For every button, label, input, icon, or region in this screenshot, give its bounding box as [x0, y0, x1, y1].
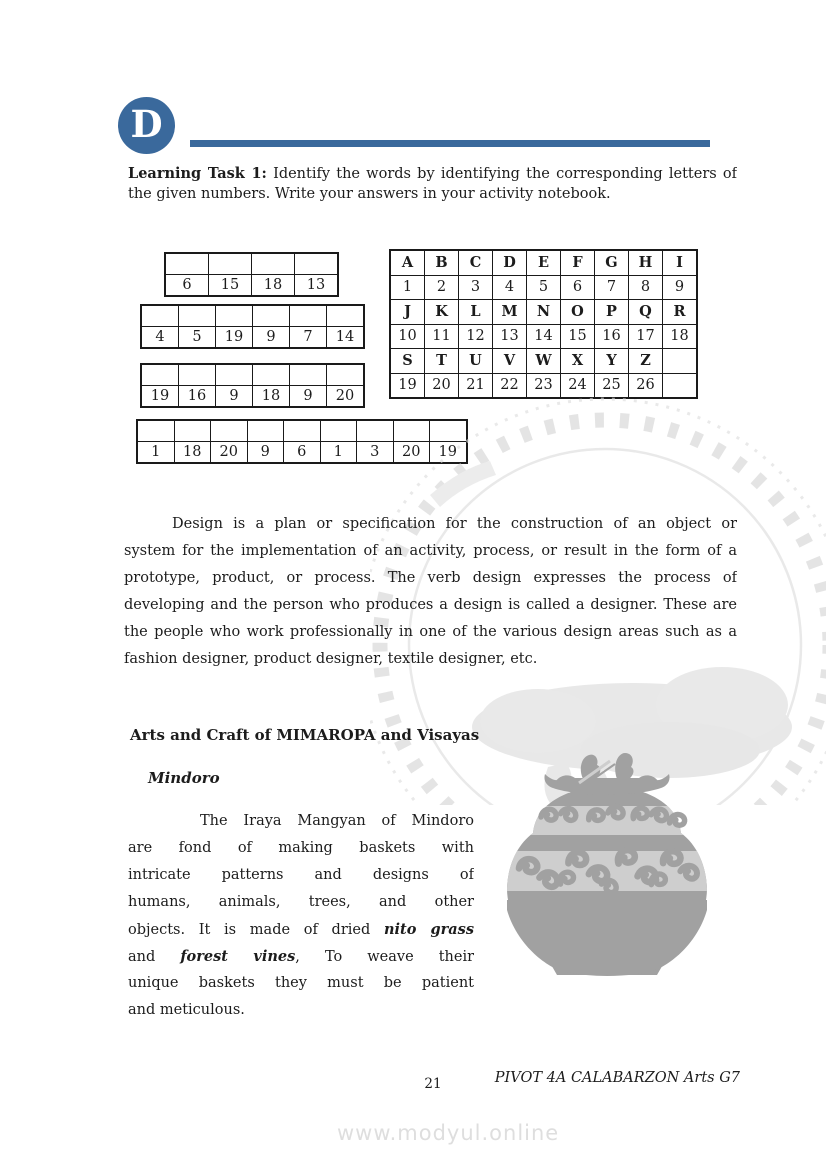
- paragraph-line: fashion designer, product designer, textile designer, etc.: [124, 651, 538, 667]
- alphabet-number-cell: 24: [561, 373, 595, 398]
- alphabet-number-cell: 3: [459, 275, 493, 300]
- alphabet-number-cell: 26: [629, 373, 663, 398]
- answer-cell: [165, 253, 209, 275]
- alphabet-number-cell: 19: [390, 373, 425, 398]
- paragraph-line: [128, 943, 474, 970]
- line-text: and meticulous.: [128, 1002, 245, 1018]
- section-heading: Arts and Craft of MIMAROPA and Visayas: [130, 726, 480, 744]
- task-text: Identify the words by identifying the corresponding letters of: [266, 166, 737, 182]
- paragraph-line: [128, 808, 474, 835]
- section-d-letter: D: [130, 102, 163, 146]
- alphabet-number-cell: 10: [390, 324, 425, 349]
- number-cell: 7: [290, 327, 327, 349]
- task-label: Learning Task 1:: [128, 165, 267, 182]
- answer-cell: [295, 253, 339, 275]
- alphabet-number-cell: 12: [459, 324, 493, 349]
- letter-cell: X: [561, 349, 595, 374]
- letter-cell: I: [663, 250, 698, 275]
- answer-cell: [290, 305, 327, 327]
- letter-cell: B: [425, 250, 459, 275]
- letter-cell: W: [527, 349, 561, 374]
- answer-cell: [320, 420, 357, 442]
- paragraph-line: [128, 889, 474, 916]
- alphabet-number-cell: 9: [663, 275, 698, 300]
- line-text: intricate patterns and designs of: [128, 867, 474, 883]
- letter-cell: P: [595, 300, 629, 325]
- alphabet-number-cell: 5: [527, 275, 561, 300]
- letter-cell: G: [595, 250, 629, 275]
- line-text: humans, animals, trees, and other: [128, 894, 474, 910]
- number-cell: 19: [216, 327, 253, 349]
- number-cell: 15: [209, 275, 252, 297]
- line-text: are fond of making baskets with: [128, 840, 474, 856]
- paragraph-line: [128, 862, 474, 889]
- footer-page-number: 21: [424, 1076, 442, 1092]
- paragraph-line: the people who work professionally in one of the various design areas such as a: [124, 624, 737, 640]
- alphabet-number-cell: 18: [663, 324, 698, 349]
- design-paragraph: [124, 511, 737, 673]
- alphabet-number-cell: 16: [595, 324, 629, 349]
- alphabet-number-cell: 6: [561, 275, 595, 300]
- section-d-badge: [118, 97, 175, 154]
- emphasized-term: nito grass: [383, 921, 474, 938]
- line-text: objects. It is made of dried: [128, 922, 384, 938]
- paragraph-line: prototype, product, or process. The verb design expresses the process of: [124, 570, 737, 586]
- number-cell: 14: [327, 327, 365, 349]
- letter-cell: U: [459, 349, 493, 374]
- paragraph-line: Design is a plan or specification for the construction of an object or: [172, 516, 737, 532]
- letter-cell: O: [561, 300, 595, 325]
- letter-cell: F: [561, 250, 595, 275]
- letter-cell: S: [390, 349, 425, 374]
- alphabet-number-cell: 2: [425, 275, 459, 300]
- letter-cell: N: [527, 300, 561, 325]
- number-cell: 19: [141, 386, 179, 408]
- number-cell: 6: [284, 442, 321, 464]
- answer-cell: [174, 420, 211, 442]
- letter-cell: M: [493, 300, 527, 325]
- paragraph-line: [128, 835, 474, 862]
- alphabet-number-cell: 23: [527, 373, 561, 398]
- answer-cell: [252, 253, 295, 275]
- number-cell: 9: [290, 386, 327, 408]
- task-paragraph: [128, 163, 737, 205]
- alphabet-number-cell: 20: [425, 373, 459, 398]
- letter-cell: T: [425, 349, 459, 374]
- letter-cell: K: [425, 300, 459, 325]
- letter-cell: V: [493, 349, 527, 374]
- letter-cell: E: [527, 250, 561, 275]
- alphabet-number-cell: 25: [595, 373, 629, 398]
- letter-cell: J: [390, 300, 425, 325]
- number-cell: 3: [357, 442, 394, 464]
- answer-cell: [247, 420, 284, 442]
- number-cell: 16: [179, 386, 216, 408]
- paragraph-line: system for the implementation of an activity, process, or result in the form of a: [124, 543, 737, 559]
- answer-cell: [216, 305, 253, 327]
- letter-cell: Z: [629, 349, 663, 374]
- alphabet-number-cell: 17: [629, 324, 663, 349]
- alphabet-number-cell: 8: [629, 275, 663, 300]
- number-cell: 20: [211, 442, 248, 464]
- number-cell: 4: [141, 327, 179, 349]
- paragraph-line: [128, 970, 474, 997]
- alphabet-number-cell: 4: [493, 275, 527, 300]
- number-cell: 20: [393, 442, 430, 464]
- alphabet-number-cell: 1: [390, 275, 425, 300]
- letter-cell: C: [459, 250, 493, 275]
- letter-cell: R: [663, 300, 698, 325]
- number-cell: 13: [295, 275, 339, 297]
- letter-cell: Q: [629, 300, 663, 325]
- answer-cell: [216, 364, 253, 386]
- alphabet-number-cell: 11: [425, 324, 459, 349]
- answer-cell: [209, 253, 252, 275]
- number-cell: 9: [253, 327, 290, 349]
- alphabet-number-cell: 13: [493, 324, 527, 349]
- alphabet-number-cell: 22: [493, 373, 527, 398]
- alphabet-number-cell: 15: [561, 324, 595, 349]
- alphabet-number-cell: 7: [595, 275, 629, 300]
- line-text: and: [128, 949, 181, 965]
- subsection-heading-mindoro: Mindoro: [148, 769, 220, 787]
- answer-cell: [253, 364, 290, 386]
- letter-cell: Y: [595, 349, 629, 374]
- number-cell: 6: [165, 275, 209, 297]
- number-cell: 9: [216, 386, 253, 408]
- mangyan-basket-image: [497, 750, 717, 982]
- letter-cell: A: [390, 250, 425, 275]
- number-cell: 9: [247, 442, 284, 464]
- number-cell: 19: [430, 442, 467, 464]
- letter-cell: D: [493, 250, 527, 275]
- alphabet-number-cell: 21: [459, 373, 493, 398]
- answer-cell: [327, 305, 365, 327]
- number-cell: 18: [252, 275, 295, 297]
- answer-cell: [137, 420, 174, 442]
- letter-cell: [663, 349, 698, 374]
- answer-cell: [211, 420, 248, 442]
- letter-cell: L: [459, 300, 493, 325]
- number-cell: 1: [137, 442, 174, 464]
- mindoro-paragraph: [128, 808, 474, 1024]
- paragraph-line: [128, 997, 474, 1024]
- number-cell: 20: [327, 386, 365, 408]
- task-line: [128, 163, 737, 184]
- answer-cell: [290, 364, 327, 386]
- emphasized-term: forest vines: [180, 948, 296, 965]
- answer-cell: [327, 364, 365, 386]
- footer-edition: PIVOT 4A CALABARZON Arts G7: [494, 1070, 740, 1086]
- number-cell: 5: [179, 327, 216, 349]
- answer-table-3: [140, 363, 365, 408]
- number-cell: 18: [253, 386, 290, 408]
- line-text: unique baskets they must be patient: [128, 975, 474, 991]
- alphabet-number-cell: 14: [527, 324, 561, 349]
- line-text: , To weave their: [295, 949, 474, 965]
- number-cell: 1: [320, 442, 357, 464]
- task-line: the given numbers. Write your answers in your activity notebook.: [128, 186, 611, 202]
- answer-cell: [179, 364, 216, 386]
- site-watermark: www.modyul.online: [337, 1121, 560, 1145]
- header-rule: [190, 140, 710, 147]
- letter-cell: H: [629, 250, 663, 275]
- answer-cell: [253, 305, 290, 327]
- paragraph-line: [128, 916, 474, 943]
- line-text: The Iraya Mangyan of Mindoro: [200, 813, 474, 829]
- basket-lid: [553, 775, 661, 794]
- paragraph-line: developing and the person who produces a design is called a designer. These are: [124, 597, 737, 613]
- answer-cell: [284, 420, 321, 442]
- answer-table-1: [164, 252, 339, 297]
- answer-cell: [141, 364, 179, 386]
- answer-cell: [141, 305, 179, 327]
- answer-table-2: [140, 304, 365, 349]
- answer-cell: [179, 305, 216, 327]
- number-cell: 18: [174, 442, 211, 464]
